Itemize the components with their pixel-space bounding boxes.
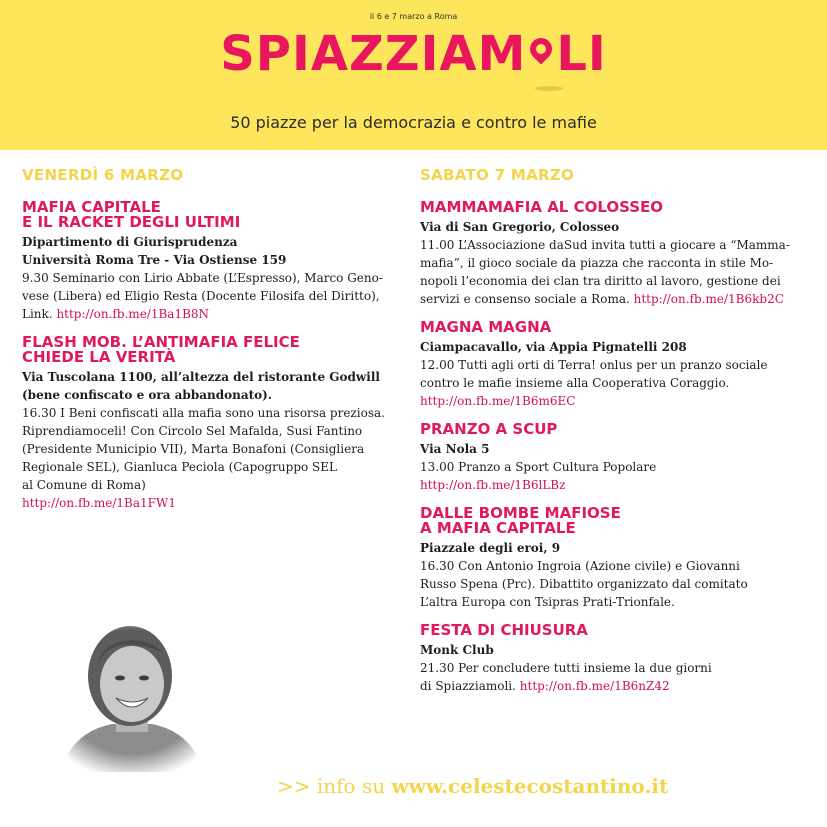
title-line: MAMMAMAFIA AL COLOSSEO: [420, 198, 664, 216]
event-link[interactable]: http://on.fb.me/1B6kb2C: [633, 292, 784, 306]
right-column: [420, 166, 810, 707]
link-prefix: Link.: [22, 307, 57, 321]
event-description: 16.30 I Beni confiscati alla mafia sono una risorsa preziosa.: [22, 406, 385, 420]
pin-shadow: [535, 86, 563, 91]
title-line: DALLE BOMBE MAFIOSE: [420, 504, 621, 522]
logo-text-part2: LI: [556, 26, 607, 82]
event-description: 11.00 L’Associazione daSud invita tutti a giocare a “Mamma-: [420, 238, 790, 252]
event-description: [420, 476, 810, 494]
logo: [0, 26, 827, 82]
title-line: CHIEDE LA VERITÀ: [22, 348, 176, 366]
event-title: [420, 320, 810, 335]
event-link[interactable]: http://on.fb.me/1B6m6EC: [420, 394, 576, 408]
event-description: nopoli l’economia dei clan tra diritto al lavoro, gestione dei: [420, 274, 781, 288]
day-heading-friday: VENERDÌ 6 MARZO: [22, 166, 184, 184]
title-line: A MAFIA CAPITALE: [420, 519, 576, 537]
event-description: 13.00 Pranzo a Sport Cultura Popolare: [420, 460, 657, 474]
event-description: (Presidente Municipio VII), Marta Bonafoni (Consigliera: [22, 442, 365, 456]
title-line: MAGNA MAGNA: [420, 318, 552, 336]
logo-text-part1: SPIAZZIAM: [220, 26, 527, 82]
event-location: Via di San Gregorio, Colosseo: [420, 220, 620, 234]
description-end: servizi e consenso sociale a Roma.: [420, 292, 634, 306]
left-column: [22, 166, 392, 524]
event-description: [420, 677, 810, 695]
footer-website-link[interactable]: www.celestecostantino.it: [391, 774, 669, 798]
event-description: [420, 290, 810, 308]
event-title: [22, 200, 392, 230]
event-festa-chiusura: [420, 623, 810, 695]
event-description: contro le mafie insieme alla Cooperativa Coraggio.: [420, 376, 730, 390]
event-title: [420, 506, 810, 536]
event-location: Monk Club: [420, 643, 494, 657]
description-end: di Spiazziamoli.: [420, 679, 520, 693]
event-description: L’altra Europa con Tsipras Prati-Trionfale.: [420, 595, 675, 609]
event-location: Ciampacavallo, via Appia Pignatelli 208: [420, 340, 687, 354]
footer-prefix: >> info su: [277, 774, 392, 798]
day-heading-saturday: SABATO 7 MARZO: [420, 166, 575, 184]
event-description: 12.00 Tutti agli orti di Terra! onlus per un pranzo sociale: [420, 358, 768, 372]
event-location: Dipartimento di Giurisprudenza: [22, 235, 238, 249]
event-bombe-mafiose: [420, 506, 810, 611]
event-link[interactable]: http://on.fb.me/1B6nZ42: [519, 679, 670, 693]
event-location: Università Roma Tre - Via Ostiense 159: [22, 253, 287, 267]
header-banner: [0, 0, 827, 150]
event-description: al Comune di Roma): [22, 478, 146, 492]
event-title: [22, 335, 392, 365]
event-link[interactable]: http://on.fb.me/1B6lLBz: [420, 478, 566, 492]
title-line: MAFIA CAPITALE: [22, 198, 161, 216]
event-description: mafia”, il gioco sociale da piazza che racconta in stile Mo-: [420, 256, 774, 270]
event-description: [22, 305, 392, 323]
event-mafia-capitale: [22, 200, 392, 323]
event-description: [22, 494, 392, 512]
event-magna-magna: [420, 320, 810, 410]
tagline: 50 piazze per la democrazia e contro le mafie: [230, 113, 597, 132]
event-location: Via Tuscolana 1100, all’altezza del ristorante Godwill: [22, 370, 380, 384]
event-description: 21.30 Per concludere tutti insieme la due giorni: [420, 661, 712, 675]
event-dates-subtitle: il 6 e 7 marzo a Roma: [369, 12, 458, 21]
event-mammamafia: [420, 200, 810, 308]
event-location: Via Nola 5: [420, 442, 490, 456]
portrait-photo: [42, 612, 222, 772]
title-line: FLASH MOB. L’ANTIMAFIA FELICE: [22, 333, 300, 351]
map-pin-icon: [526, 33, 557, 64]
event-title: [420, 200, 810, 215]
event-description: [420, 392, 810, 410]
event-description: Russo Spena (Prc). Dibattito organizzato dal comitato: [420, 577, 748, 591]
event-description: 9.30 Seminario con Lirio Abbate (L’Espresso), Marco Geno-: [22, 271, 383, 285]
event-description: vese (Libera) ed Eligio Resta (Docente Filosifa del Diritto),: [22, 289, 380, 303]
event-location: (bene confiscato e ora abbandonato).: [22, 388, 273, 402]
event-description: 16.30 Con Antonio Ingroia (Azione civile) e Giovanni: [420, 559, 740, 573]
title-line: PRANZO A SCUP: [420, 420, 558, 438]
event-flash-mob: [22, 335, 392, 512]
event-title: [420, 422, 810, 437]
event-link[interactable]: http://on.fb.me/1Ba1B8N: [56, 307, 210, 321]
event-description: Riprendiamoceli! Con Circolo Sel Mafalda, Susi Fantino: [22, 424, 363, 438]
event-description: Regionale SEL), Gianluca Peciola (Capogruppo SEL: [22, 460, 337, 474]
footer-info: [277, 774, 668, 798]
event-location: Piazzale degli eroi, 9: [420, 541, 561, 555]
title-line: FESTA DI CHIUSURA: [420, 621, 588, 639]
title-line: E IL RACKET DEGLI ULTIMI: [22, 213, 241, 231]
event-pranzo-scup: [420, 422, 810, 494]
event-link[interactable]: http://on.fb.me/1Ba1FW1: [22, 496, 176, 510]
event-title: [420, 623, 810, 638]
